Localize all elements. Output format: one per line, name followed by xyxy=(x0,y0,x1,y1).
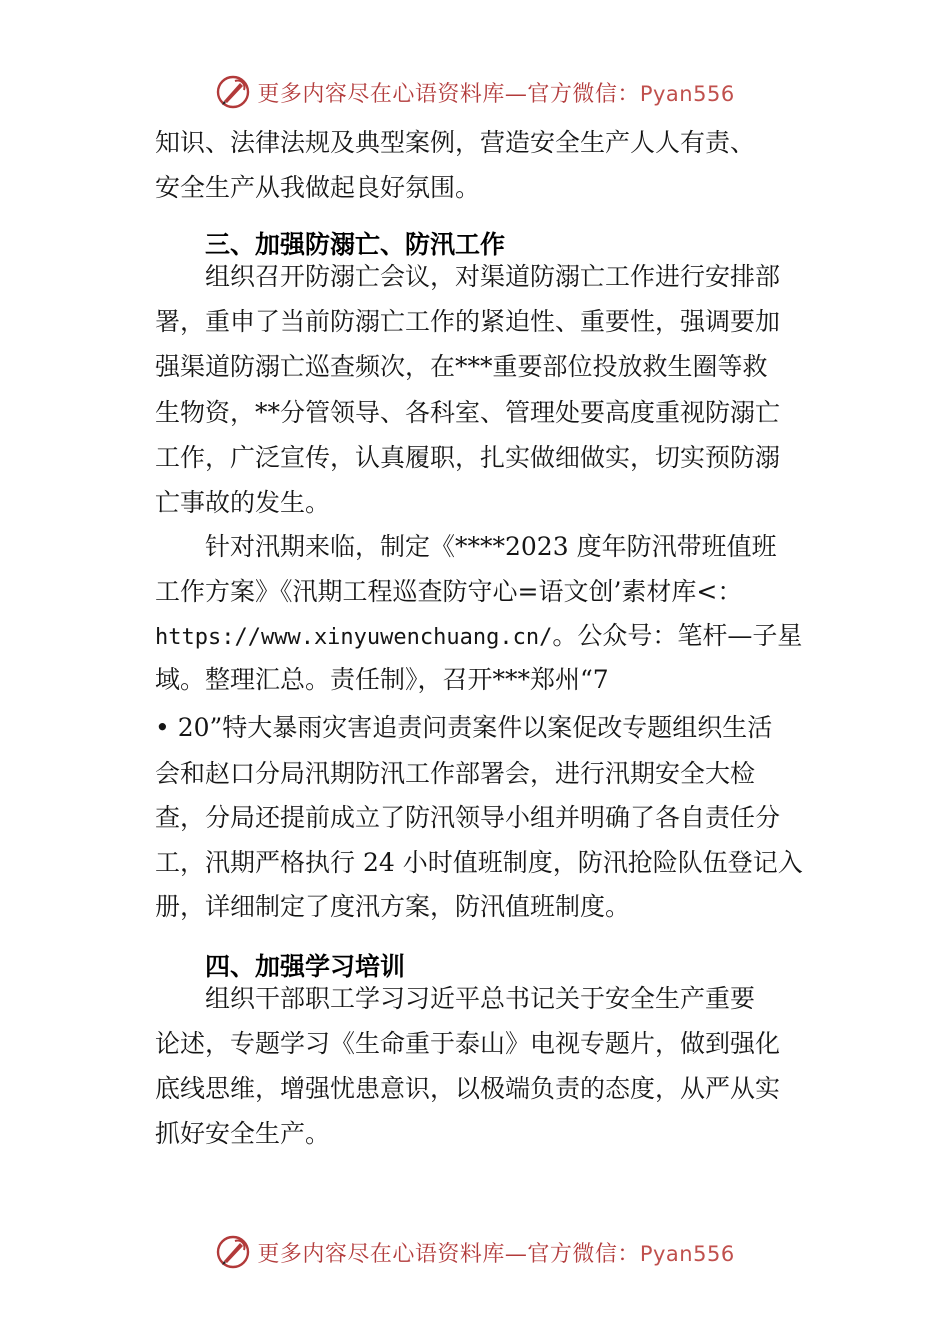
paragraph-line: 组织干部职工学习习近平总书记关于安全生产重要 xyxy=(205,984,756,1013)
url-text: https://www.xinyuwenchuang.cn/ xyxy=(155,625,553,650)
paragraph-line: 署，重申了当前防溺亡工作的紧迫性、重要性，强调要加 xyxy=(155,307,781,336)
quill-pen-logo-icon xyxy=(215,1234,251,1270)
paragraph-line: 组织召开防溺亡会议，对渠道防溺亡工作进行安排部 xyxy=(205,262,781,291)
banner-text: 更多内容尽在心语资料库—官方微信：Pyan556 xyxy=(257,1241,735,1267)
section-heading-4: 四、加强学习培训 xyxy=(205,952,406,981)
section-heading-3: 三、加强防溺亡、防汛工作 xyxy=(205,230,506,259)
paragraph-line: 抓好安全生产。 xyxy=(155,1119,331,1148)
paragraph-line: 域。整理汇总。责任制》，召开***郑州“7 xyxy=(155,665,609,694)
paragraph-line: 底线思维，增强忧患意识，以极端负责的态度，从严从实 xyxy=(155,1074,781,1103)
banner-text: 更多内容尽在心语资料库—官方微信：Pyan556 xyxy=(257,81,735,107)
paragraph-line: 针对汛期来临，制定《****2023 度年防汛带班值班 xyxy=(205,532,777,561)
paragraph-line: 生物资，**分管领导、各科室、管理处要高度重视防溺亡 xyxy=(155,398,781,427)
paragraph-line: 工作，广泛宣传，认真履职，扎实做细做实，切实预防溺 xyxy=(155,443,781,472)
paragraph-line: 册，详细制定了度汛方案，防汛值班制度。 xyxy=(155,892,631,921)
paragraph-line: 会和赵口分局汛期防汛工作部署会，进行汛期安全大检 xyxy=(155,759,756,788)
paragraph-line: 安全生产从我做起良好氛围。 xyxy=(155,173,481,202)
footer-banner xyxy=(0,1232,950,1272)
header-banner xyxy=(0,72,950,112)
paragraph-line: 工作方案》《汛期工程巡查防守心=语文创’素材库<： xyxy=(155,577,743,606)
paragraph-line: • 20”特大暴雨灾害追责问责案件以案促改专题组织生活 xyxy=(155,713,773,742)
paragraph-line-url: https://www.xinyuwenchuang.cn/。公众号：笔杆—子星 xyxy=(155,621,803,650)
paragraph-line: 知识、法律法规及典型案例，营造安全生产人人有责、 xyxy=(155,128,756,157)
paragraph-line: 工，汛期严格执行 24 小时值班制度，防汛抢险队伍登记入 xyxy=(155,848,803,877)
paragraph-line: 亡事故的发生。 xyxy=(155,488,331,517)
paragraph-line: 强渠道防溺亡巡查频次，在***重要部位投放救生圈等救 xyxy=(155,352,768,381)
paragraph-line: 论述，专题学习《生命重于泰山》电视专题片，做到强化 xyxy=(155,1029,781,1058)
paragraph-line: 查，分局还提前成立了防汛领导小组并明确了各自责任分 xyxy=(155,803,781,832)
quill-pen-logo-icon xyxy=(215,74,251,110)
